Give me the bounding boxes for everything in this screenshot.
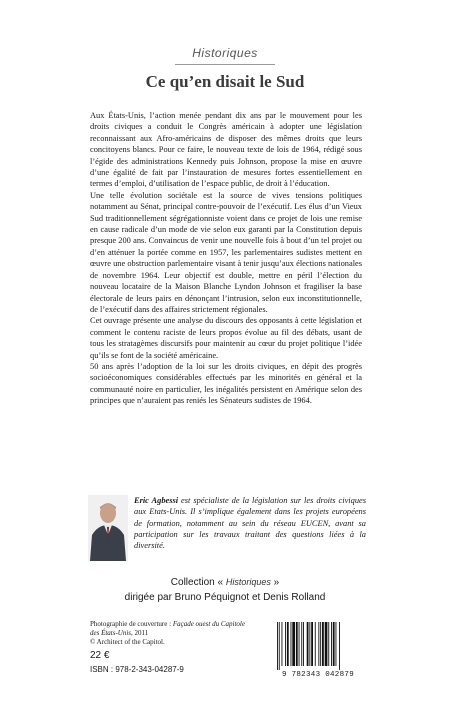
blurb-paragraph: 50 ans après l’adoption de la loi sur les droits civiques, en dépit des progrès socioéconomiques considérables effectués par les minorités en général et la communauté noire en particulier, les inégalités persistent en Amérique selon des principes que n’auraient pas reniés les Sénateurs sudistes de 1964. [90,361,362,406]
author-photo [88,495,128,561]
collection-prefix: Collection « [170,577,226,588]
collection-name: Historiques [225,577,271,587]
blurb-paragraph: Cet ouvrage présente une analyse du discours des opposants à cette législation et comment le contenu raciste de leurs propos évolue au fil des débats, usant de tous les stratagèmes discursifs pour maintenir au cœur du projet politique l’idée qu’ils se font de la société américaine. [90,316,362,360]
author-name: Eric Agbessi [134,496,179,505]
barcode [274,622,362,680]
credit-copyright: © Architect of the Capitol. [90,638,165,646]
author-block [88,495,366,565]
author-portrait-icon [88,495,128,561]
blurb-paragraph: Aux États-Unis, l’action menée pendant dix ans par le mouvement pour les droits civiques a conduit le Congrès américain à adopter une législation reconnaissant aux Afro-américains de disposer des mêmes droits que leurs concitoyens blancs. Pour ce faire, le nouveau texte de lois de 1964, rédigé sous l’égide des administrations Kennedy puis Johnson, propose la mise en œuvre d’une égalité de fait par l’instauration de mesures fortes essentiellement en termes d’emploi, d’utilisation de l’espace public, de droit à l’éducation. [90,111,362,189]
blurb-paragraph: Une telle évolution sociétale est la source de vives tensions politiques notamment au Sénat, principal contre-pouvoir de l’exécutif. Les élus d’un Vieux Sud traditionnellement ségrégationniste voient dans ce projet de lois une remise en cause radicale d’un mode de vie selon eux garanti par la Constitution depuis presque 200 ans. Convaincus de venir une nouvelle fois à bout d’un tel projet ou d’en atténuer la portée comme en 1957, les parlementaires sudistes mettent en œuvre une obstruction parlementaire visant à tenir jusqu’aux élections nationales de novembre 1964. Leur objectif est double, mettre en péril l’élection du nouveau locataire de la Maison Blanche Lyndon Johnson et fragiliser la base électorale de leurs pairs en dénonçant l’intrusion, selon eux inconstitutionnelle, de l’exécutif dans des affaires strictement régionales. [90,190,362,314]
isbn: ISBN : 978-2-343-04287-9 [90,665,184,674]
collection-suffix: » [270,577,280,588]
collection-line [0,577,450,588]
header-divider [175,64,275,65]
author-bio-text: est spécialiste de la législation sur les droits civiques aux Etats-Unis. Il s’implique également dans les projets européens de formation, notamment au sein du réseau EUCEN, avant sa participation sur les travaux traitant des questions liées à la diversité. [134,496,366,551]
blurb [90,110,362,407]
photo-credits [90,620,250,647]
book-title: Ce qu’en disait le Sud [145,72,305,91]
price: 22 € [90,650,110,661]
credit-photo-title: Façade ouest du Capitole des États-Unis [90,620,245,637]
credit-label: Photographie de couverture : [90,620,173,628]
barcode-digits: 9 782343 042879 [281,671,354,679]
collection-directors: dirigée par Bruno Péquignot et Denis Rolland [124,592,326,603]
author-bio [134,495,366,551]
barcode-bars-icon [274,622,362,670]
collection-header: Historiques [192,46,258,60]
credit-year: , 2011 [131,629,149,637]
